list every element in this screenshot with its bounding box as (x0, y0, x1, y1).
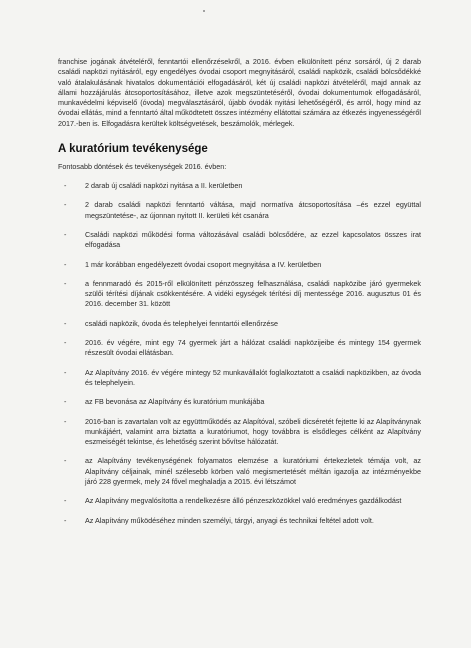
opening-paragraph: franchise jogának átvételéről, fenntartói ellenőrzésekről, a 2016. évben elkülönített pénz sorsáról, új 2 darab családi napközi nyitásáról, egy engedélyes óvodai csoport megnyitásáról, családi napközik, családi bölcsődékké való átalakulásának hivatalos dokumentációi elfogadásáról, két új családi napközi átvételéről, majd annak az állami hozzájárulás átcsoportosításához, illetve azok megszüntetéséről, óvodai dokumentumok elfogadásáról, munkavédelmi képviselő (óvoda) megválasztásáról, újabb óvodák nyitási lehetőségéről, és arról, hogy mind az óvodai ellátás, mind a fenntartó által működtetett összes intézmény ellátottai számára az étkezés ingyenességéről 2017.-ben is. Elfogadásra kerültek költségvetések, beszámolók, mérlegek. (58, 57, 421, 128)
list-dash: - (64, 259, 67, 269)
list-dash: - (64, 229, 67, 239)
list-item (58, 279, 421, 310)
list-item (58, 338, 421, 359)
list-item (58, 368, 421, 389)
list-dash: - (64, 318, 67, 328)
list-dash: - (64, 367, 67, 377)
list-item-text: a fennmaradó és 2015-ről elkülönített pénzösszeg felhasználása, családi napközibe járó gyermekek szülői térítési díjának csökkentésére. A vidéki egységek térítési díj mentessége 2016. augusztus 01 és 2016. december 31. között (85, 278, 421, 309)
list-item-text: családi napközik, óvoda és telephelyei fenntartói ellenőrzése (85, 318, 278, 328)
list-item-text: 2016-ban is zavartalan volt az együttműködés az Alapítóval, szóbeli dicséretét fejtette ki az Alapítványnak munkájáért, valamint arra biztatta a kuratóriumot, hogy továbbra is elsődleges célként az Alapítvány eszmeiségét tekintse, és lehetőség szerint bővítse hálózatát. (85, 416, 421, 447)
list-item (58, 397, 421, 407)
list-dash: - (64, 397, 67, 407)
list-item-text: Az Alapítvány működéséhez minden személyi, tárgyi, anyagi és technikai feltétel adott volt. (85, 515, 374, 525)
list-item-text: Az Alapítvány 2016. év végére mintegy 52 munkavállalót foglalkoztatott a családi napközikben, az óvoda és telephelyein. (85, 367, 421, 387)
list-dash: - (64, 456, 67, 466)
section-intro: Fontosabb döntések és tevékenységek 2016. évben: (58, 162, 227, 172)
list-item (58, 456, 421, 487)
section-heading: A kuratórium tevékenysége (58, 143, 208, 156)
list-item (58, 181, 421, 191)
list-dash: - (64, 416, 67, 426)
list-item-text: az Alapítvány tevékenységének folyamatos elemzése a kuratóriumi értekezletek témája volt, az Alapítvány céljainak, minél szélesebb körben való megismertetését méltán igazolja az intézményekbe járó 228 gyermek, mely 24 fővel meghaladja a 2015. évi létszámot (85, 456, 421, 487)
list-dash: - (64, 496, 67, 506)
list-item-text: Az Alapítvány megvalósította a rendelkezésre álló pénzeszközökkel való eredményes gazdálkodást (85, 496, 402, 506)
list-item (58, 200, 421, 221)
list-dash: - (64, 181, 67, 191)
scan-speck (203, 10, 205, 12)
activity-list (58, 181, 421, 526)
list-dash: - (64, 200, 67, 210)
list-dash: - (64, 278, 67, 288)
list-item (58, 496, 421, 506)
list-item (58, 260, 421, 270)
list-dash: - (64, 338, 67, 348)
list-item-text: 2016. év végére, mint egy 74 gyermek járt a hálózat családi napközijeibe és mintegy 154 gyermek részesült óvodai ellátásban. (85, 338, 421, 358)
list-item (58, 417, 421, 448)
list-item-text: 2 darab családi napközi fenntartó váltása, majd normatíva átcsoportosítása –és ezzel együttal megszüntetése-, az újonnan nyitott II. kerületi két csanára (85, 200, 421, 220)
list-dash: - (64, 515, 67, 525)
list-item (58, 319, 421, 329)
list-item (58, 516, 421, 526)
list-item (58, 230, 421, 251)
list-item-text: Családi napközi működési forma változásával családi bölcsődére, az ezzel kapcsolatos összes irat elfogadása (85, 229, 421, 250)
list-item-text: 2 darab új családi napközi nyitása a II. kerületben (85, 181, 243, 191)
list-item-text: az FB bevonása az Alapítvány és kuratórium munkájába (85, 397, 265, 407)
list-item-text: 1 már korábban engedélyezett óvodai csoport megnyitása a IV. kerületben (85, 259, 322, 269)
